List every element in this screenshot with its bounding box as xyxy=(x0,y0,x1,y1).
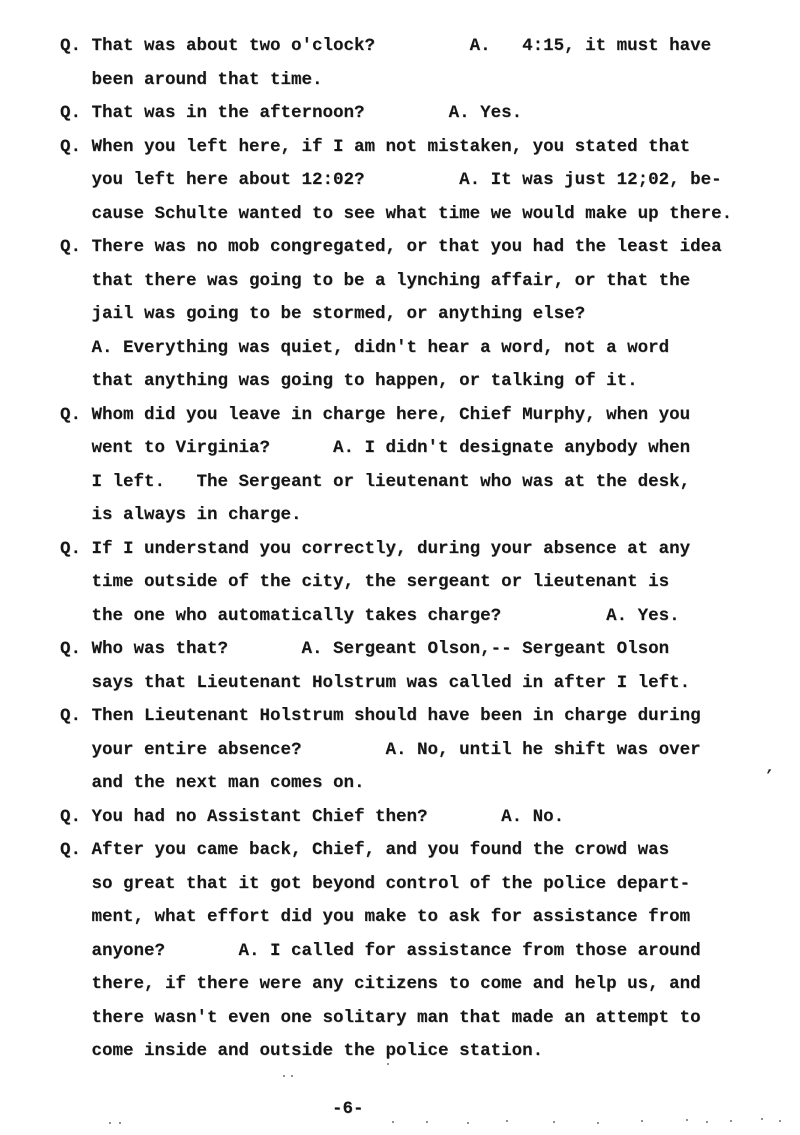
transcript-line: come inside and outside the police station. xyxy=(60,1041,544,1061)
transcript-line: Q. Who was that? A. Sergeant Olson,-- Sergeant Olson xyxy=(60,639,670,659)
transcript-line: the one who automatically takes charge? A. Yes. xyxy=(60,605,680,626)
transcript-line: Q. You had no Assistant Chief then? A. No. xyxy=(60,806,565,827)
transcript-line: and the next man comes on. xyxy=(60,773,365,793)
transcript-line: there, if there were any citizens to come and help us, and xyxy=(60,974,701,994)
scan-speck xyxy=(467,1122,469,1124)
transcript-line: Q. When you left here, if I am not mistaken, you stated that xyxy=(60,136,691,157)
stray-ink-mark: ’ xyxy=(762,767,775,786)
transcript-line: so great that it got beyond control of the police depart- xyxy=(60,873,691,894)
transcript-line: A. Everything was quiet, didn't hear a word, not a word xyxy=(60,337,670,358)
scan-speck xyxy=(387,1063,389,1065)
scan-speck xyxy=(597,1122,599,1124)
scan-speck xyxy=(506,1120,508,1122)
transcript-line: your entire absence? A. No, until he shift was over xyxy=(60,739,701,760)
scan-speck xyxy=(283,1075,285,1077)
scan-speck xyxy=(779,1120,781,1122)
transcript-line: I left. The Sergeant or lieutenant who was at the desk, xyxy=(60,471,691,492)
transcript-line: there wasn't even one solitary man that made an attempt to xyxy=(60,1007,701,1028)
transcript-line: Q. That was about two o'clock? A. 4:15, it must have xyxy=(60,36,712,56)
transcript-line: Q. That was in the afternoon? A. Yes. xyxy=(60,103,523,123)
transcript-line: that anything was going to happen, or talking of it. xyxy=(60,371,638,391)
scan-speck xyxy=(641,1120,643,1122)
scan-speck xyxy=(730,1120,732,1122)
transcript-line: says that Lieutenant Holstrum was called in after I left. xyxy=(60,672,691,693)
transcript-line: Q. Whom did you leave in charge here, Chief Murphy, when you xyxy=(60,404,691,425)
scan-speck xyxy=(426,1121,428,1123)
transcript-line: went to Virginia? A. I didn't designate anybody when xyxy=(60,438,691,458)
scan-speck xyxy=(553,1121,555,1123)
transcript-line: Q. If I understand you correctly, during your absence at any xyxy=(60,538,691,559)
transcript-line: anyone? A. I called for assistance from those around xyxy=(60,940,701,961)
transcript-line: you left here about 12:02? A. It was just 12;02, be- xyxy=(60,170,722,190)
page-number: -6- xyxy=(332,1099,364,1119)
transcript-line: time outside of the city, the sergeant or lieutenant is xyxy=(60,572,670,592)
transcript-line: Q. After you came back, Chief, and you found the crowd was xyxy=(60,840,670,860)
transcript-line: ment, what effort did you make to ask for assistance from xyxy=(60,907,691,927)
scan-speck xyxy=(706,1121,708,1123)
transcript-line: is always in charge. xyxy=(60,505,302,525)
scan-speck xyxy=(761,1118,763,1120)
transcript-line: Q. Then Lieutenant Holstrum should have been in charge during xyxy=(60,706,701,726)
transcript-line: jail was going to be stormed, or anything else? xyxy=(60,304,586,324)
transcript-line: cause Schulte wanted to see what time we would make up there. xyxy=(60,203,733,224)
scan-speck xyxy=(291,1075,293,1077)
scan-speck xyxy=(119,1122,121,1124)
transcript-line: Q. There was no mob congregated, or that you had the least idea xyxy=(60,237,722,257)
transcript-line: that there was going to be a lynching affair, or that the xyxy=(60,270,691,291)
transcript-line: been around that time. xyxy=(60,69,323,90)
transcript-body xyxy=(60,30,732,1069)
scan-speck xyxy=(392,1121,394,1123)
scan-speck xyxy=(109,1122,111,1124)
scan-speck xyxy=(686,1119,688,1121)
